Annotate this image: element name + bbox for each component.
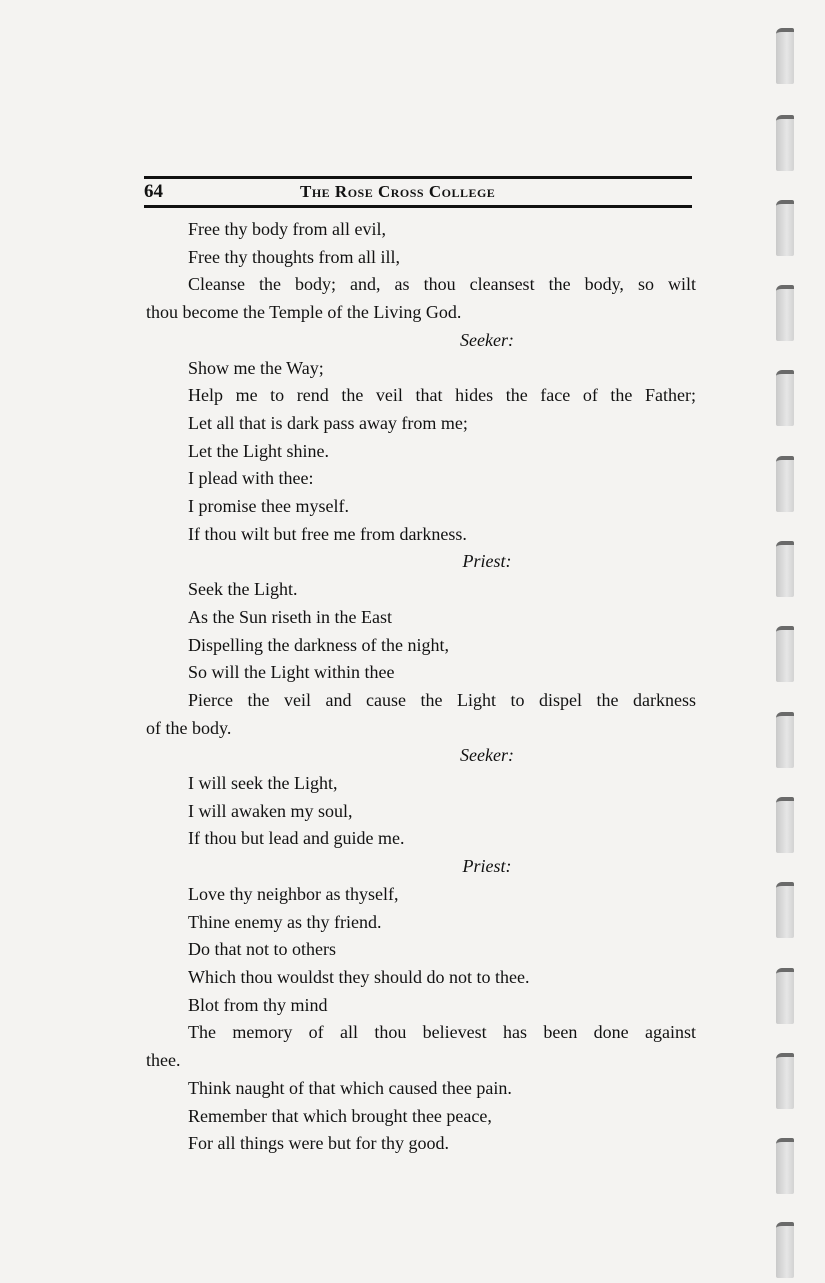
text-line: I plead with thee: [188, 468, 314, 489]
speaker-label: Priest: [462, 551, 512, 572]
speaker-label: Seeker: [460, 329, 514, 350]
text-line: Pierce the veil and cause the Light to dispel the darkness [188, 689, 696, 710]
text-line: thou become the Temple of the Living God. [146, 302, 462, 323]
text-line: Seek the Light. [188, 579, 298, 600]
text-line: For all things were but for thy good. [188, 1133, 449, 1154]
binding-tab [776, 882, 794, 938]
text-line: If thou but lead and guide me. [188, 828, 405, 849]
running-title: The Rose Cross College [300, 182, 496, 201]
page-number: 64 [144, 181, 163, 202]
page-header [144, 176, 692, 208]
header-rule-bottom [144, 205, 692, 208]
binding-tab [776, 797, 794, 853]
text-line: Let all that is dark pass away from me; [188, 412, 468, 433]
text-line: Free thy thoughts from all ill, [188, 246, 400, 267]
speaker-label: Seeker: [460, 745, 514, 766]
text-line: The memory of all thou believest has been done against [188, 1022, 696, 1043]
binding-tab [776, 285, 794, 341]
text-line: So will the Light within thee [188, 662, 395, 683]
text-line: thee. [146, 1050, 181, 1071]
binding-tab [776, 626, 794, 682]
speaker-label: Priest: [462, 856, 512, 877]
text-line: Love thy neighbor as thyself, [188, 883, 399, 904]
text-line: Do that not to others [188, 939, 336, 960]
text-line: I will seek the Light, [188, 773, 338, 794]
text-line: I promise thee myself. [188, 496, 349, 517]
text-line: Think naught of that which caused thee pain. [188, 1077, 512, 1098]
text-line: Cleanse the body; and, as thou cleansest the body, so wilt [188, 274, 696, 295]
body-text [146, 216, 696, 1158]
text-line: Thine enemy as thy friend. [188, 911, 382, 932]
text-line: of the body. [146, 717, 232, 738]
binding-tab [776, 1222, 794, 1278]
binding-tab [776, 968, 794, 1024]
text-line: As the Sun riseth in the East [188, 606, 392, 627]
text-line: Let the Light shine. [188, 440, 329, 461]
text-line: Help me to rend the veil that hides the face of the Father; [188, 385, 696, 406]
text-line: Show me the Way; [188, 357, 324, 378]
binding-tab [776, 200, 794, 256]
binding-tab [776, 1138, 794, 1194]
text-line: I will awaken my soul, [188, 800, 353, 821]
binding-tab [776, 456, 794, 512]
text-line: Dispelling the darkness of the night, [188, 634, 449, 655]
text-line: If thou wilt but free me from darkness. [188, 523, 467, 544]
header-rule-top [144, 176, 692, 179]
binding-tab [776, 712, 794, 768]
text-line: Free thy body from all evil, [188, 219, 386, 239]
text-line: Blot from thy mind [188, 994, 328, 1015]
binding-tab [776, 541, 794, 597]
binding-tab [776, 28, 794, 84]
binding-tab [776, 115, 794, 171]
text-line: Which thou wouldst they should do not to thee. [188, 966, 530, 987]
binding-tab [776, 1053, 794, 1109]
text-line: Remember that which brought thee peace, [188, 1105, 492, 1126]
binding-tab [776, 370, 794, 426]
